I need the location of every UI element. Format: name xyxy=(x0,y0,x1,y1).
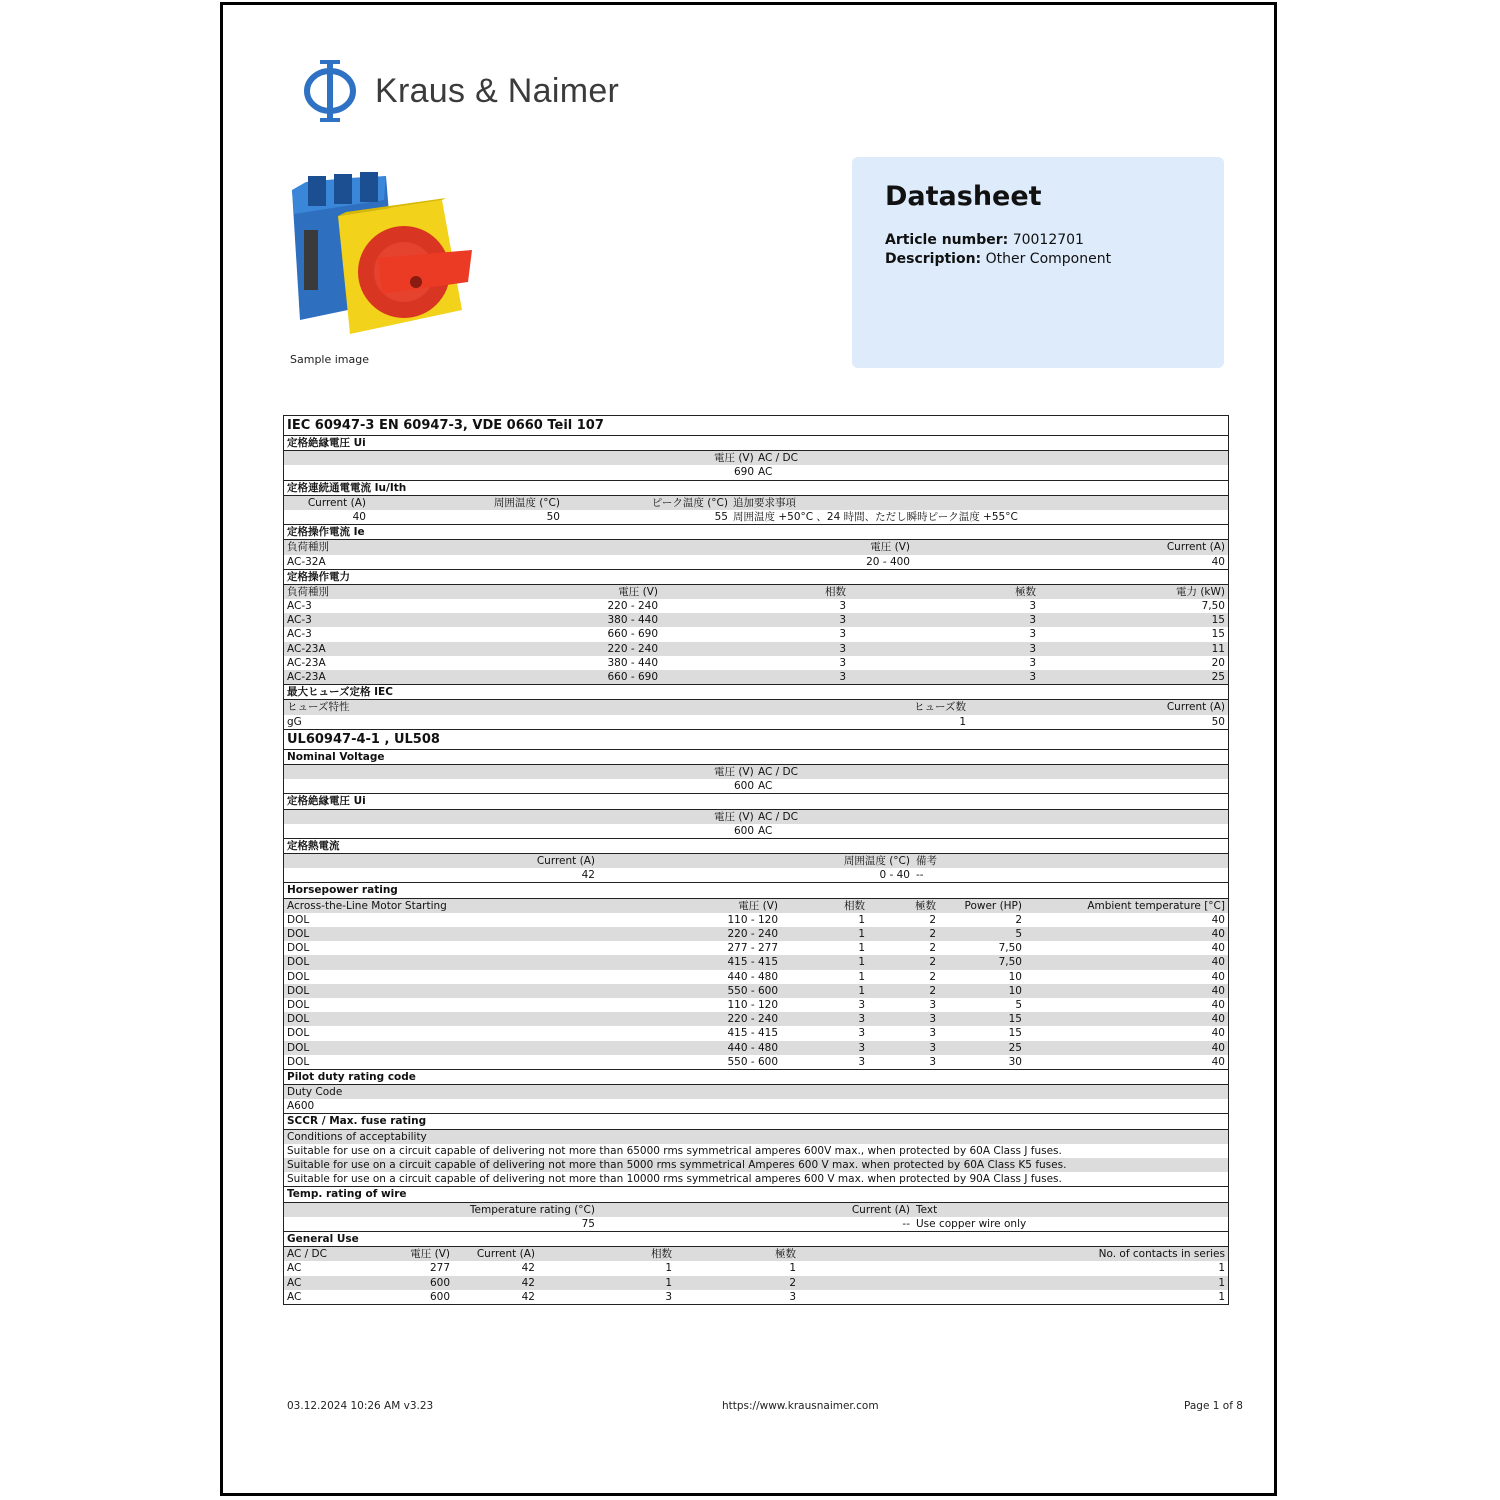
table-row: AC-23A 380 - 440 3 3 20 xyxy=(287,656,1225,669)
table-header-row: ヒューズ特性 ヒューズ数 Current (A) xyxy=(284,700,1228,714)
table-header-row: Temperature rating (°C) Current (A) Text xyxy=(284,1203,1228,1217)
table-row: 600 AC xyxy=(734,780,773,793)
table-row: 42 0 - 40 -- xyxy=(581,869,924,882)
description: Description: Other Component xyxy=(885,251,1112,267)
ul-nominal-title: Nominal Voltage xyxy=(284,749,1228,765)
table-row: DOL 415 - 415 1 2 7,50 40 xyxy=(284,955,1228,969)
table-row: 690 AC xyxy=(734,466,773,479)
ul-general-title: General Use xyxy=(284,1231,1228,1247)
table-row: 600 AC xyxy=(734,824,773,837)
table-row: AC 600 42 1 2 1 xyxy=(284,1276,1228,1290)
ul-hp-rows xyxy=(284,913,1228,1069)
ul-ui-title: 定格絶縁電圧 Ui xyxy=(284,793,1228,809)
table-header-row: Conditions of acceptability xyxy=(284,1130,1228,1144)
phi-logo-icon xyxy=(301,58,359,124)
product-image xyxy=(286,170,478,340)
iec-fuse-title: 最大ヒューズ定格 IEC xyxy=(284,684,1228,700)
ul-hp-title: Horsepower rating xyxy=(284,882,1228,898)
table-row: AC-3 660 - 690 3 3 15 xyxy=(287,628,1225,641)
table-header-row: AC / DC 電圧 (V) Current (A) 相数 極数 No. of contacts in series xyxy=(284,1247,1228,1261)
table-row: 40 50 55 周囲温度 +50°C 、24 時間、ただし瞬時ピーク温度 +55°C xyxy=(352,510,1018,523)
footer-timestamp: 03.12.2024 10:26 AM v3.23 xyxy=(287,1400,434,1412)
spec-table xyxy=(283,415,1229,1305)
table-header-row: Current (A) 周囲温度 (°C) 備考 xyxy=(284,854,1228,868)
table-row: DOL 550 - 600 3 3 30 40 xyxy=(287,1055,1225,1068)
iec-power-rows xyxy=(284,599,1228,684)
table-row: AC-23A 660 - 690 3 3 25 xyxy=(284,670,1228,684)
iec-power-title: 定格操作電力 xyxy=(284,569,1228,585)
table-row: Suitable for use on a circuit capable of delivering not more than 10000 rms symmetrical amperes 600 V max. when protected by 90A Class J fuses. xyxy=(287,1173,1062,1186)
table-row: DOL 277 - 277 1 2 7,50 40 xyxy=(287,942,1225,955)
table-row: DOL 415 - 415 3 3 15 40 xyxy=(287,1027,1225,1040)
iec-ui-title: 定格絶縁電圧 Ui xyxy=(284,435,1228,451)
table-header-row: Duty Code xyxy=(284,1085,1228,1099)
table-row: DOL 220 - 240 1 2 5 40 xyxy=(284,927,1228,941)
ul-thermal-title: 定格熱電流 xyxy=(284,838,1228,854)
datasheet-info-box xyxy=(852,157,1224,368)
table-row: AC 277 42 1 1 1 xyxy=(287,1262,1225,1275)
table-row: 75 -- Use copper wire only xyxy=(581,1217,1027,1230)
table-row: Suitable for use on a circuit capable of delivering not more than 5000 rms symmetrical Amperes 600 V max. when protected by 60A Class K5 fuses. xyxy=(284,1158,1228,1172)
table-row: DOL 550 - 600 1 2 10 40 xyxy=(284,984,1228,998)
table-row: AC-3 220 - 240 3 3 7,50 xyxy=(287,600,1225,613)
table-header-row: Across-the-Line Motor Starting 電圧 (V) 相数 極数 Power (HP) Ambient temperature [°C] xyxy=(284,899,1228,913)
ul-wire-title: Temp. rating of wire xyxy=(284,1186,1228,1202)
footer-page-number: Page 1 of 8 xyxy=(1184,1400,1243,1412)
ul-sccr-title: SCCR / Max. fuse rating xyxy=(284,1113,1228,1129)
table-row: Suitable for use on a circuit capable of delivering not more than 65000 rms symmetrical amperes 600V max., when protected by 60A Class J fuses. xyxy=(287,1144,1062,1157)
table-header-row: Current (A) 周囲温度 (°C) ピーク温度 (°C) 追加要求事項 xyxy=(284,496,1228,510)
iec-ie-title: 定格操作電流 Ie xyxy=(284,524,1228,540)
brand-name: Kraus & Naimer xyxy=(375,71,620,110)
table-row: AC-3 380 - 440 3 3 15 xyxy=(284,613,1228,627)
table-row: DOL 220 - 240 3 3 15 40 xyxy=(284,1012,1228,1026)
table-header-row: 電圧 (V) AC / DC xyxy=(284,451,1228,465)
datasheet-title: Datasheet xyxy=(885,181,1042,212)
product-caption: Sample image xyxy=(290,353,370,366)
table-row: AC-32A 20 - 400 40 xyxy=(287,555,1225,568)
table-row: AC-23A 220 - 240 3 3 11 xyxy=(284,642,1228,656)
table-header-row: 電圧 (V) AC / DC xyxy=(284,765,1228,779)
table-row: DOL 110 - 120 3 3 5 40 xyxy=(287,998,1225,1011)
table-header-row: 負荷種別 電圧 (V) Current (A) xyxy=(284,540,1228,554)
table-header-row: 電圧 (V) AC / DC xyxy=(284,810,1228,824)
iec-iu-title: 定格連続通電電流 Iu/Ith xyxy=(284,480,1228,496)
table-row: gG 1 50 xyxy=(287,715,1225,728)
article-number: Article number: 70012701 xyxy=(885,232,1084,248)
footer-url-link[interactable]: https://www.krausnaimer.com xyxy=(722,1400,879,1412)
table-header-row: 負荷種別 電圧 (V) 相数 極数 電力 (kW) xyxy=(284,585,1228,599)
iec-section-title: IEC 60947-3 EN 60947-3, VDE 0660 Teil 107 xyxy=(287,418,604,433)
table-row: AC 600 42 3 3 1 xyxy=(287,1290,1225,1303)
table-row: DOL 110 - 120 1 2 2 40 xyxy=(287,913,1225,926)
ul-pilot-title: Pilot duty rating code xyxy=(284,1069,1228,1085)
brand-logo xyxy=(301,58,619,124)
table-row: DOL 440 - 480 1 2 10 40 xyxy=(287,970,1225,983)
table-row: DOL 440 - 480 3 3 25 40 xyxy=(284,1041,1228,1055)
table-row: A600 xyxy=(287,1100,315,1113)
ul-section-title: UL60947-4-1 , UL508 xyxy=(284,729,1228,749)
